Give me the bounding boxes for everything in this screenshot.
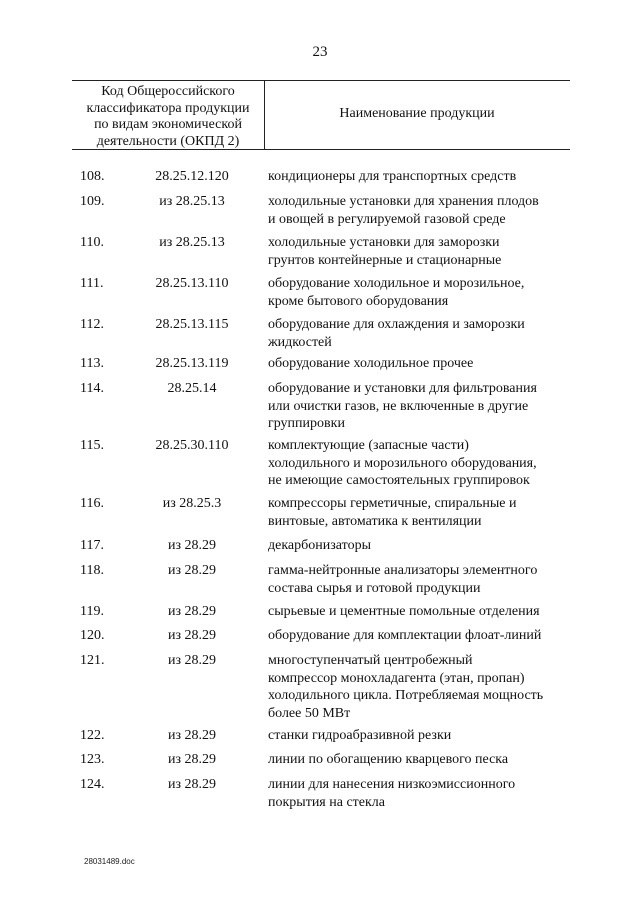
row-number: 114. [80, 381, 104, 396]
table-header-top-rule [72, 80, 570, 81]
footer-filename: 28031489.doc [84, 857, 135, 866]
row-number: 124. [80, 777, 105, 792]
row-product-name: станки гидроабразивной резки [268, 728, 452, 743]
row-okpd-code: 28.25.13.115 [155, 317, 229, 332]
row-number: 116. [80, 496, 104, 511]
row-product-name: холодильные установки для хранения плодов и овощей в регулируемой газовой среде [268, 194, 539, 227]
row-number: 123. [80, 752, 105, 767]
row-product-name: компрессоры герметичные, спиральные и винтовые, автоматика к вентиляции [268, 496, 517, 529]
table-header-code-line: классификатора продукции [86, 100, 250, 116]
table-header-code-line: по видам экономической [94, 117, 242, 132]
row-product-name: сырьевые и цементные помольные отделения [268, 604, 540, 619]
row-number: 108. [80, 169, 105, 184]
row-okpd-code: из 28.29 [167, 563, 217, 578]
row-okpd-code: из 28.25.13 [159, 235, 225, 250]
table-header-code-line: Код Общероссийского [101, 84, 235, 99]
row-product-name: комплектующие (запасные части) холодильного и морозильного оборудования, не имеющие самостоятельных группировок [268, 438, 537, 488]
row-okpd-code: из 28.29 [167, 777, 217, 792]
row-number: 112. [80, 317, 104, 332]
row-okpd-code: 28.25.13.110 [155, 276, 229, 291]
row-product-name: кондиционеры для транспортных средств [268, 169, 517, 184]
row-okpd-code: 28.25.14 [167, 381, 217, 396]
row-number: 122. [80, 728, 105, 743]
row-number: 120. [80, 628, 105, 643]
page-number: 23 [312, 44, 328, 60]
row-okpd-code: из 28.29 [167, 604, 217, 619]
row-product-name: оборудование и установки для фильтрования или очистки газов, не включенные в другие группировки [268, 381, 537, 431]
row-number: 118. [80, 563, 104, 578]
row-product-name: холодильные установки для заморозки грунтов контейнерные и стационарные [268, 235, 502, 268]
row-number: 119. [80, 604, 104, 619]
table-header-name-column: Наименование продукции [339, 106, 495, 121]
row-okpd-code: из 28.29 [167, 752, 217, 767]
row-product-name: многоступенчатый центробежный компрессор монохладагента (этан, пропан) холодильного цикла. Потребляемая мощность более 50 МВт [268, 653, 544, 721]
table-header-code-column [72, 84, 264, 150]
row-okpd-code: 28.25.30.110 [155, 438, 229, 453]
row-number: 115. [80, 438, 104, 453]
row-okpd-code: из 28.29 [167, 653, 217, 668]
row-number: 113. [80, 356, 104, 371]
row-number: 109. [80, 194, 105, 209]
row-product-name: оборудование холодильное прочее [268, 356, 474, 371]
row-okpd-code: из 28.25.13 [159, 194, 225, 209]
row-okpd-code: из 28.29 [167, 538, 217, 553]
table-header-code-line: деятельности (ОКПД 2) [96, 133, 240, 149]
row-okpd-code: 28.25.12.120 [155, 169, 229, 184]
row-okpd-code: из 28.29 [167, 728, 217, 743]
row-product-name: оборудование для охлаждения и заморозки жидкостей [268, 317, 525, 350]
row-okpd-code: из 28.29 [167, 628, 217, 643]
row-okpd-code: 28.25.13.119 [155, 356, 229, 371]
row-product-name: гамма-нейтронные анализаторы элементного состава сырья и готовой продукции [268, 563, 538, 596]
row-product-name: декарбонизаторы [268, 538, 371, 553]
row-number: 117. [80, 538, 104, 553]
row-product-name: оборудование для комплектации флоат-линий [268, 628, 542, 643]
row-product-name: оборудование холодильное и морозильное, кроме бытового оборудования [268, 276, 525, 309]
row-product-name: линии для нанесения низкоэмиссионного покрытия на стекла [268, 777, 516, 810]
row-product-name: линии по обогащению кварцевого песка [268, 752, 509, 767]
row-number: 111. [80, 276, 104, 291]
row-okpd-code: из 28.25.3 [162, 496, 222, 511]
row-number: 121. [80, 653, 105, 668]
row-number: 110. [80, 235, 104, 250]
